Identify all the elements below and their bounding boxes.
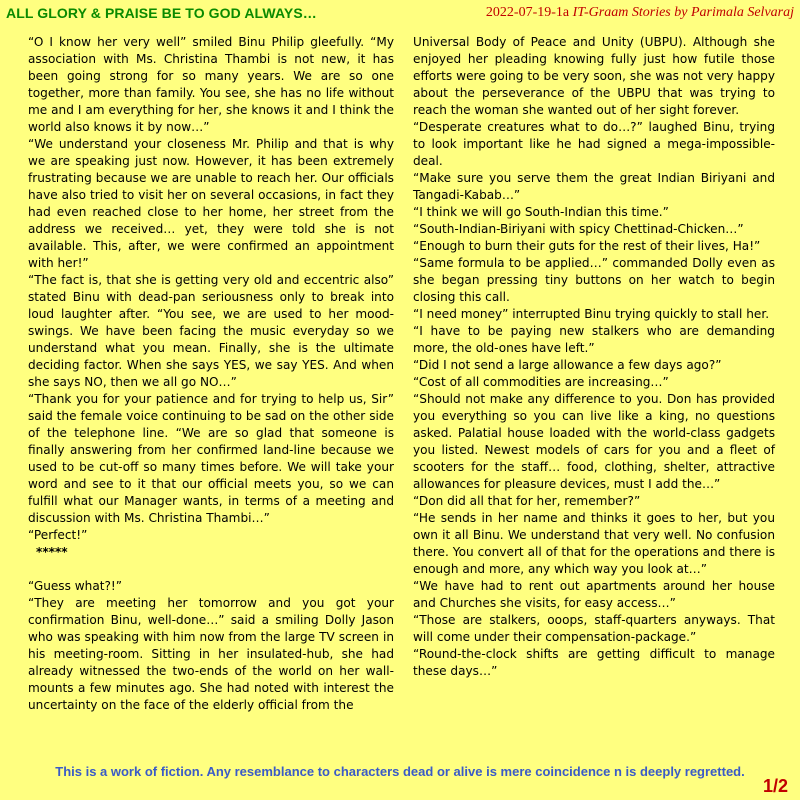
header-story-info (486, 5, 794, 21)
paragraph: “Desperate creatures what to do…?” laughed Binu, trying to look important like he had signed a mega-impossible-deal. (413, 120, 775, 168)
paragraph: “We understand your closeness Mr. Philip and that is why we are speaking just now. However, it has been extremely frustrating because we are unable to reach her. Our officials have also tried to visit her on several occasions, in fact they had even reached close to her home, her street from the address we received… yet, they were told she is not available. This, after, we were confirmed an appointment with her!” (28, 137, 394, 270)
paragraph: “Did I not send a large allowance a few days ago?” (413, 358, 722, 372)
paragraph: “Make sure you serve them the great Indian Biriyani and Tangadi-Kabab…” (413, 171, 775, 202)
fiction-disclaimer: This is a work of fiction. Any resemblance to characters dead or alive is mere coincidence n is deeply regretted. (55, 764, 745, 779)
paragraph: “Round-the-clock shifts are getting difficult to manage these days…” (413, 647, 775, 678)
paragraph: “I need money” interrupted Binu trying quickly to stall her. (413, 307, 770, 321)
paragraph: “Same formula to be applied…” commanded Dolly even as she began pressing tiny buttons on her watch to begin closing this call. (413, 256, 775, 304)
paragraph: “Guess what?!” (28, 579, 122, 593)
paragraph: “I have to be paying new stalkers who are demanding more, the old-ones have left.” (413, 324, 775, 355)
paragraph: “Perfect!” (28, 528, 88, 542)
paragraph: “We have had to rent out apartments around her house and Churches she visits, for easy access…” (413, 579, 775, 610)
story-date: 2022-07-19-1a (485, 5, 570, 20)
header-blessing: ALL GLORY & PRAISE BE TO GOD ALWAYS… (6, 5, 317, 21)
paragraph: “O I know her very well” smiled Binu Philip gleefully. “My association with Ms. Christina Thambi is not new, it has been going strong for so many years. We are so one together, more than family. You see, she has no life without me and I am everything for her, she knows it and I think the world also knows it by now…” (28, 35, 394, 134)
paragraph: “He sends in her name and thinks it goes to her, but you own it all Binu. We understand that very well. No confusion there. You convert all of that for the operations and there is enough and more, any which way you look at…” (413, 511, 775, 576)
paragraph: “Cost of all commodities are increasing…” (413, 375, 669, 389)
left-column (28, 34, 394, 714)
paragraph: “Those are stalkers, ooops, staff-quarters anyways. That will come under their compensation-package.” (413, 613, 775, 644)
page-number: 1/2 (762, 776, 788, 796)
paragraph: “The fact is, that she is getting very old and eccentric also” stated Binu with dead-pan seriousness only to break into loud laughter after. “You see, we are used to her mood-swings. We have been facing the music everyday so we understand what you mean. Finally, she is the ultimate deciding factor. When she says YES, we say YES. And when she says NO, then we all go NO…” (28, 273, 394, 389)
paragraph: “Don did all that for her, remember?” (413, 494, 641, 508)
series-title: IT-Graam Stories by Parimala Selvaraj (572, 5, 794, 20)
section-break-stars: ***** (36, 545, 68, 559)
paragraph: “Thank you for your patience and for trying to help us, Sir” said the female voice continuing to be sad on the other side of the telephone line. “We are so glad that someone is finally answering from her confirmed land-line because we used to be cut-off so many times before. We will take your word and see to it that our official meets you, so we can fulfill what our Manager wants, in terms of a meeting and discussion with Ms. Christina Thambi…” (28, 392, 394, 525)
paragraph: “Should not make any difference to you. Don has provided you everything so you can live like a king, no questions asked. Palatial house loaded with the world-class gadgets you listed. Newest models of cars for you and a fleet of scooters for the staff… food, clothing, shelter, attractive allowances for pleasure devices, must I add the…” (413, 392, 775, 491)
blank-line (28, 561, 394, 578)
paragraph: “South-Indian-Biriyani with spicy Chettinad-Chicken…” (413, 222, 744, 236)
paragraph: “I think we will go South-Indian this time.” (413, 205, 669, 219)
paragraph: “They are meeting her tomorrow and you got your confirmation Binu, well-done…” said a smiling Dolly Jason who was speaking with him now from the large TV screen in his meeting-room. Sitting in her insulated-hub, she had already witnessed the two-ends of the world on her wall-mounts a few minutes ago. She had noted with interest the uncertainty on the face of the elderly official from the (28, 596, 394, 712)
paragraph: “Enough to burn their guts for the rest of their lives, Ha!” (413, 239, 761, 253)
right-column (413, 34, 775, 680)
paragraph: Universal Body of Peace and Unity (UBPU). Although she enjoyed her pleading knowing fully just how futile those efforts were going to be very soon, she was not very happy about the perseverance of the UBPU that was trying to reach the woman she wanted out of her sight forever. (413, 35, 775, 117)
